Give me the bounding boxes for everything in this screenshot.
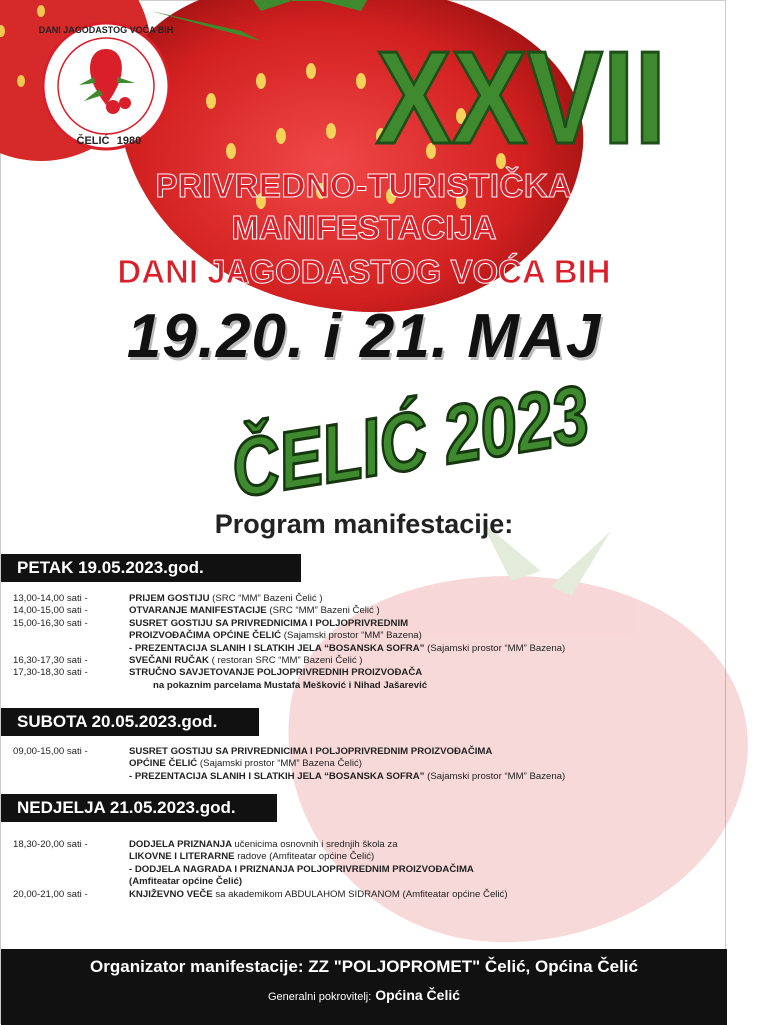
event-time	[13, 851, 129, 863]
event-title: LIKOVNE I LITERARNE	[129, 851, 235, 863]
day-header-saturday: SUBOTA 20.05.2023.god.	[1, 708, 259, 736]
event-time	[37, 680, 153, 692]
event-title: PROIZVOĐAČIMA OPĆINE ČELIĆ	[129, 630, 282, 642]
event-time	[13, 771, 129, 783]
event-title: - PREZENTACIJA SLANIH I SLATKIH JELA “BOSANSKA SOFRA”	[129, 770, 425, 782]
event-time: 09,00-15,00 sati -	[13, 746, 88, 757]
event-row	[13, 864, 508, 876]
event-row	[13, 876, 508, 888]
edition-number	[371, 24, 671, 171]
event-time	[13, 643, 129, 655]
event-row	[13, 889, 508, 901]
event-time: 16,30-17,30 sati -	[13, 655, 88, 667]
event-row	[13, 667, 565, 679]
event-title: - PREZENTACIJA SLANIH I SLATKIH JELA “BOSANSKA SOFRA”	[129, 642, 425, 654]
event-time	[13, 758, 129, 770]
sponsor-label: Generalni pokrovitelj:	[267, 991, 372, 1003]
event-title: KNJIŽEVNO VEČE	[129, 888, 213, 900]
program-title: Program manifestacije:	[214, 509, 514, 539]
event-title: SVEČANI RUČAK	[129, 655, 209, 667]
event-note: (Sajamski prostor “MM” Bazena Čelić)	[199, 758, 362, 770]
sponsor-line	[1, 987, 727, 1003]
event-title: STRUČNO SAVJETOVANJE POLJOPRIVREDNIH PROIZVOĐAČA	[129, 667, 423, 679]
subtitle-line-2: MANIFESTACIJA	[231, 209, 497, 246]
event-time	[13, 630, 129, 642]
day-events-sunday	[13, 839, 508, 901]
event-time	[13, 864, 129, 876]
event-note: radove (Amfiteatar općine Čelić)	[237, 851, 375, 863]
event-title: OTVARANJE MANIFESTACIJE	[129, 605, 267, 617]
event-title: DODJELA PRIZNANJA	[129, 839, 232, 850]
event-time: 20,00-21,00 sati -	[13, 888, 88, 900]
event-note: (SRC “MM” Bazeni Čelić )	[269, 605, 380, 617]
event-note: sa akademikom ABDULAHOM SIDRANOM (Amfiteatar općine Čelić)	[215, 888, 508, 900]
event-title: SUSRET GOSTIJU SA PRIVREDNICIMA I POLJOPRIVREDNIM	[129, 617, 409, 629]
event-row	[13, 851, 508, 863]
event-title: OPĆINE ČELIĆ	[129, 758, 198, 770]
event-row	[13, 630, 565, 642]
edition-text: XXVII	[376, 24, 666, 171]
logo-bottom-text: ČELIĆ	[76, 135, 110, 147]
event-note: (Sajamski prostor “MM” Bazena)	[427, 770, 566, 782]
footer	[1, 949, 727, 1025]
event-row	[13, 771, 565, 783]
event-row	[13, 839, 508, 851]
day-events-friday	[13, 593, 565, 692]
logo-year: 1980	[116, 135, 142, 147]
event-row	[13, 758, 565, 770]
place-year-text: ČELIĆ 2023	[225, 354, 685, 516]
event-row	[13, 593, 565, 605]
event-row	[13, 655, 565, 667]
event-dates: 19.20. i 21. MAJ	[126, 302, 602, 371]
event-note: (Amfiteatar općine Čelić)	[129, 876, 243, 888]
event-note: (Sajamski prostor “MM” Bazena)	[427, 642, 566, 654]
event-row	[13, 680, 565, 692]
organizer-text: Organizator manifestacije: ZZ "POLJOPROMET" Čelić, Općina Čelić	[90, 957, 638, 976]
place-year-heading	[1, 354, 727, 516]
logo-ring-text: DANI JAGODASTOG VOĆA BiH	[38, 25, 174, 35]
subtitle-line-3: DANI JAGODASTOG VOĆA BIH	[117, 253, 611, 290]
event-time: 15,00-16,30 sati -	[13, 617, 88, 629]
event-note: (Sajamski prostor “MM” Bazena)	[283, 630, 422, 642]
event-row	[13, 618, 565, 630]
event-note: (SRC “MM” Bazeni Čelić )	[212, 593, 323, 604]
sponsor-name: Općina Čelić	[375, 987, 461, 1003]
event-row	[13, 643, 565, 655]
event-time: 14,00-15,00 sati -	[13, 605, 88, 617]
day-header-friday: PETAK 19.05.2023.god.	[1, 554, 301, 582]
event-row	[13, 605, 565, 617]
event-row	[13, 746, 565, 758]
event-title: SUSRET GOSTIJU SA PRIVREDNICIMA I POLJOPRIVREDNIM PROIZVOĐAČIMA	[129, 746, 493, 757]
subtitle-line-1: PRIVREDNO-TURISTIČKA	[155, 167, 573, 204]
festival-logo	[39, 19, 173, 153]
event-title: PRIJEM GOSTIJU	[129, 593, 210, 604]
event-title: - DODJELA NAGRADA I PRIZNANJA POLJOPRIVREDNIM PROIZVOĐAČIMA	[129, 863, 474, 875]
event-time: 18,30-20,00 sati -	[13, 839, 88, 850]
event-note: na pokaznim parcelama Mustafa Mešković i Nihad Jašarević	[153, 679, 428, 691]
event-note: učenicima osnovnih i srednjih škola za	[234, 839, 398, 850]
day-header-sunday: NEDJELJA 21.05.2023.god.	[1, 794, 277, 822]
event-time: 13,00-14,00 sati -	[13, 593, 88, 604]
event-time	[13, 876, 129, 888]
event-time: 17,30-18,30 sati -	[13, 667, 88, 679]
event-note: ( restoran SRC “MM” Bazeni Čelić )	[211, 655, 363, 667]
day-events-saturday	[13, 746, 565, 783]
